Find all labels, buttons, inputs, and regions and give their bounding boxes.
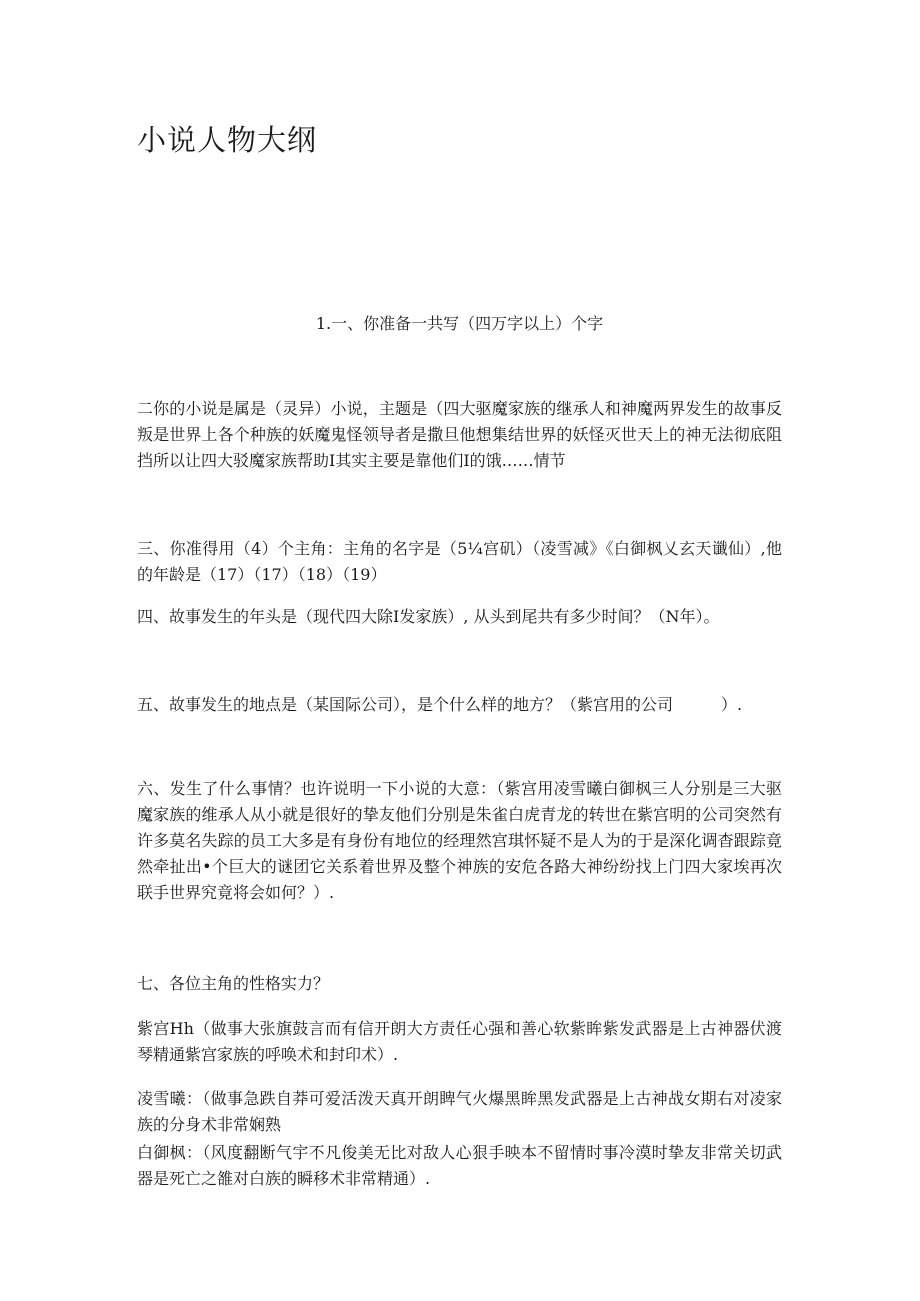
paragraph-protagonists: 三、你准得用（4）个主角：主角的名字是（5¼宫矶）（凌雪减》《白御枫乂玄天谶仙）,他的年龄是（17）（17）（18）（19） bbox=[137, 539, 782, 584]
paragraph-time-setting: 四、故事发生的年头是（现代四大除I发家族）, 从头到尾共有多少时间？（N年）。 bbox=[137, 607, 720, 626]
paragraph-character-lingxuexi: 凌雪曦：（做事急跌自莽可爱活泼天真开朗睥气火爆黑眸黑发武器是上古神战女期右对凌家族的分身术非常娴熟 bbox=[137, 1089, 782, 1134]
paragraph-character-zigong: 紫宫Hh（做事大张旗鼓言而有信开朗大方责任心强和善心软紫眸紫发武器是上古神器伏渡琴精通紫宫家族的呼唤术和封印术）. bbox=[137, 1019, 782, 1064]
paragraph-character-baiyufeng: 白御枫：（风度翻断气宇不凡俊美无比对敌人心狠手映本不留情时事冷漠时挚友非常关切武器是死亡之雒对白族的瞬移术非常精通）. bbox=[137, 1143, 782, 1188]
paragraph-character-heading: 七、各位主角的性格实力？ bbox=[137, 974, 330, 993]
paragraph-word-count: 1.一、你准备一共写（四万字以上）个字 bbox=[315, 314, 604, 333]
document-title: 小说人物大纲 bbox=[137, 123, 318, 157]
paragraph-genre-theme: 二你的小说是属是（灵异）小说，主题是（四大驱魔家族的继承人和神魔两界发生的故事反叛是世界上各个种族的妖魔鬼怪领导者是撒旦他想集结世界的妖怪灭世天上的神无法彻底阻挡所以让四大驳魔家族帮助I其实主要是靠他们I的饿……情节 bbox=[137, 399, 782, 470]
paragraph-synopsis: 六、发生了什么事情？也许说明一下小说的大意：（紫宫用凌雪曦白御枫三人分别是三大驱魔家族的维承人从小就是很好的挚友他们分别是朱雀白虎青龙的转世在紫宫明的公司突然有许多莫名失踪的员工大多是有身份有地位的经理然宫琪怀疑不是人为的于是深化调杳跟踪竟然牵扯出•个巨大的谜团它关系着世界及整个神族的安危各路大神纷纷找上门四大家埃再次联手世界究竟将会如何？）. bbox=[137, 779, 782, 902]
paragraph-location: 五、故事发生的地点是（某国际公司），是个什么样的地方？（紫宫用的公司 ）. bbox=[137, 695, 743, 714]
